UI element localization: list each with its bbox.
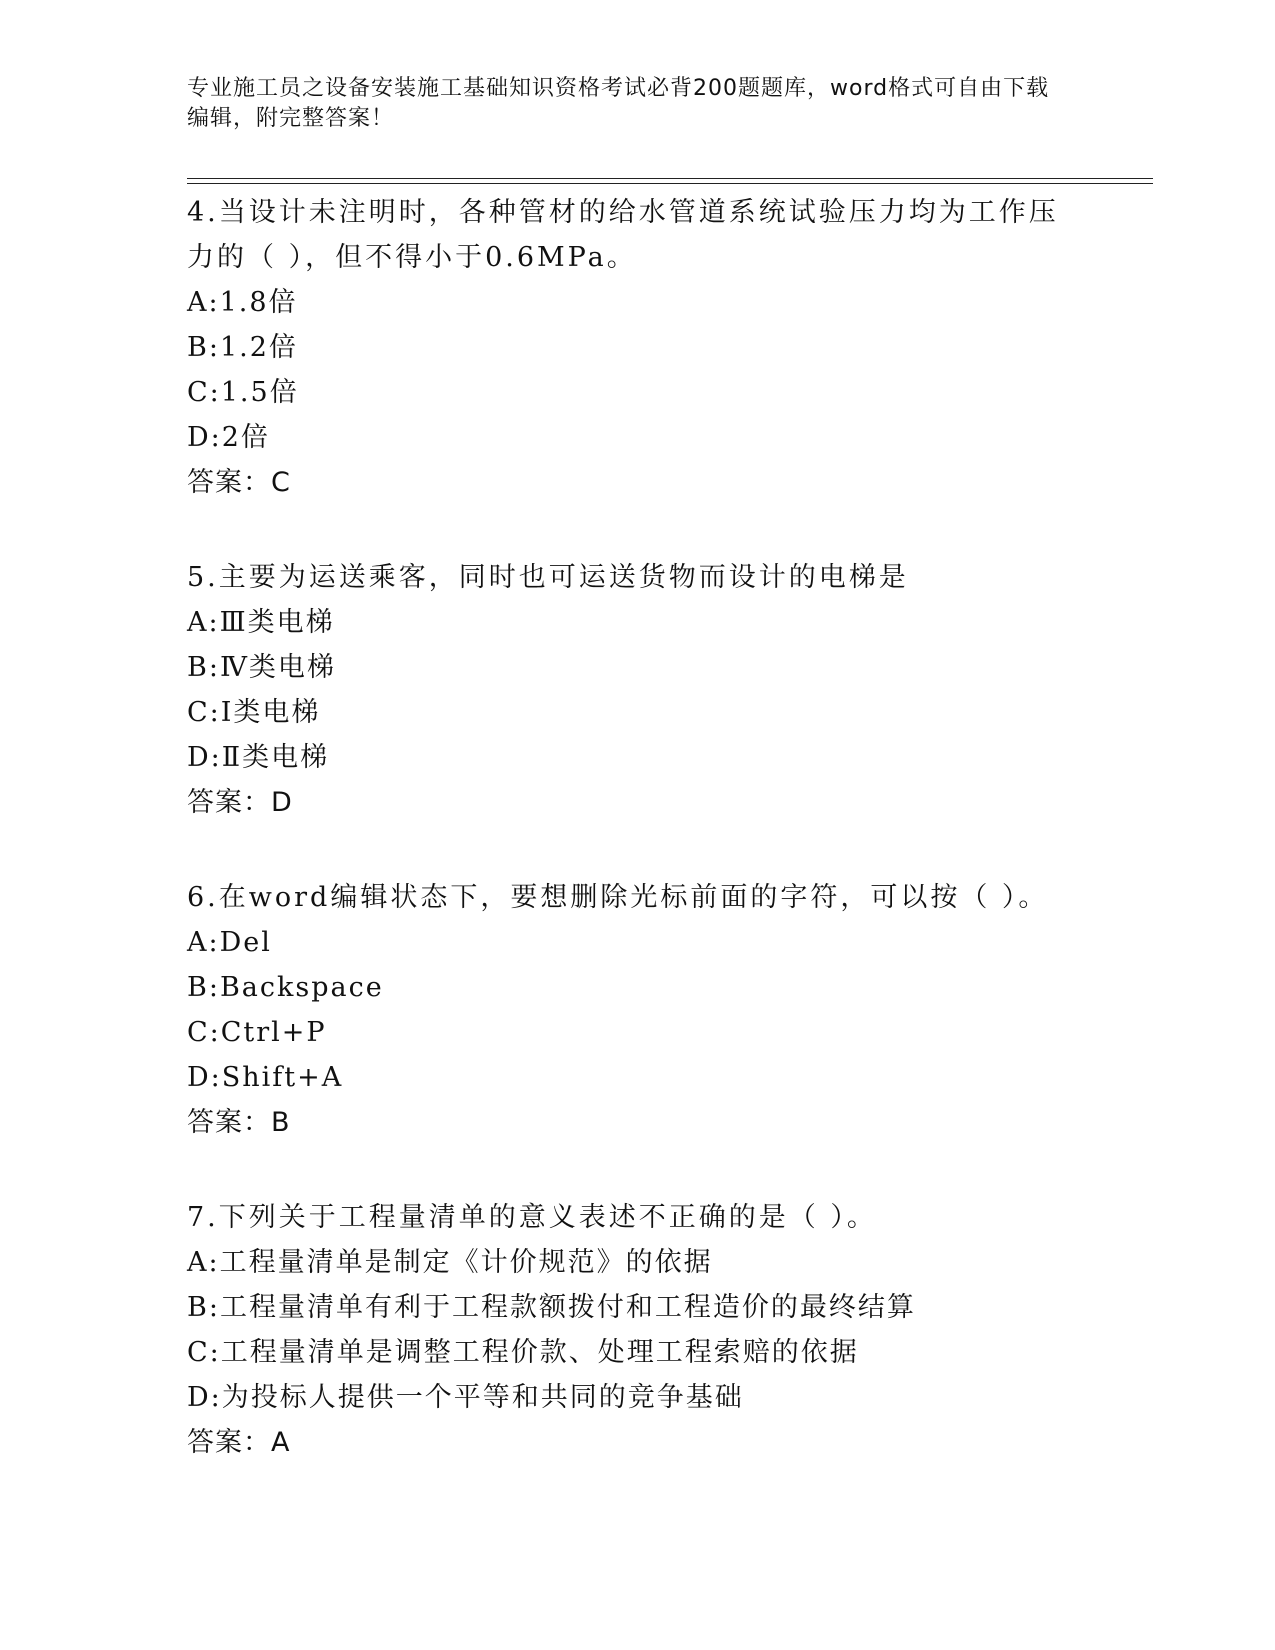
question-stem: 5.主要为运送乘客，同时也可运送货物而设计的电梯是 (187, 562, 909, 593)
option-b: B:Ⅳ类电梯 (187, 652, 336, 683)
option-d: D:2倍 (187, 422, 270, 453)
option-c: C:工程量清单是调整工程价款、处理工程索赔的依据 (187, 1337, 859, 1368)
document-header: 专业施工员之设备安装施工基础知识资格考试必背200题题库，word格式可自由下载编辑，附完整答案！ (187, 76, 1050, 131)
answer: 答案：D (187, 787, 293, 818)
question-4 (187, 190, 1147, 505)
header-divider-bottom (187, 183, 1153, 184)
option-a: A:Del (187, 927, 272, 958)
option-c: C:Ⅰ类电梯 (187, 697, 321, 728)
answer: 答案：A (187, 1427, 291, 1458)
question-list (187, 190, 1147, 1515)
option-d: D:Ⅱ类电梯 (187, 742, 330, 773)
question-5 (187, 555, 1147, 825)
option-d: D:Shift+A (187, 1062, 344, 1093)
question-stem: 7.下列关于工程量清单的意义表述不正确的是（ ）。 (187, 1202, 877, 1233)
header-divider-top (187, 178, 1153, 179)
option-c: C:1.5倍 (187, 377, 299, 408)
option-c: C:Ctrl+P (187, 1017, 327, 1048)
option-b: B:工程量清单有利于工程款额拨付和工程造价的最终结算 (187, 1292, 916, 1323)
option-a: A:Ⅲ类电梯 (187, 607, 335, 638)
question-6 (187, 875, 1147, 1145)
option-b: B:Backspace (187, 972, 384, 1003)
answer: 答案：B (187, 1107, 291, 1138)
option-a: A:1.8倍 (187, 287, 298, 318)
answer: 答案：C (187, 467, 291, 498)
option-b: B:1.2倍 (187, 332, 298, 363)
question-stem: 6.在word编辑状态下，要想删除光标前面的字符，可以按（ ）。 (187, 882, 1049, 913)
option-a: A:工程量清单是制定《计价规范》的依据 (187, 1247, 713, 1278)
question-stem: 4.当设计未注明时，各种管材的给水管道系统试验压力均为工作压力的（ ），但不得小于0.6MPa。 (187, 197, 1059, 273)
option-d: D:为投标人提供一个平等和共同的竞争基础 (187, 1382, 744, 1413)
question-7 (187, 1195, 1147, 1465)
